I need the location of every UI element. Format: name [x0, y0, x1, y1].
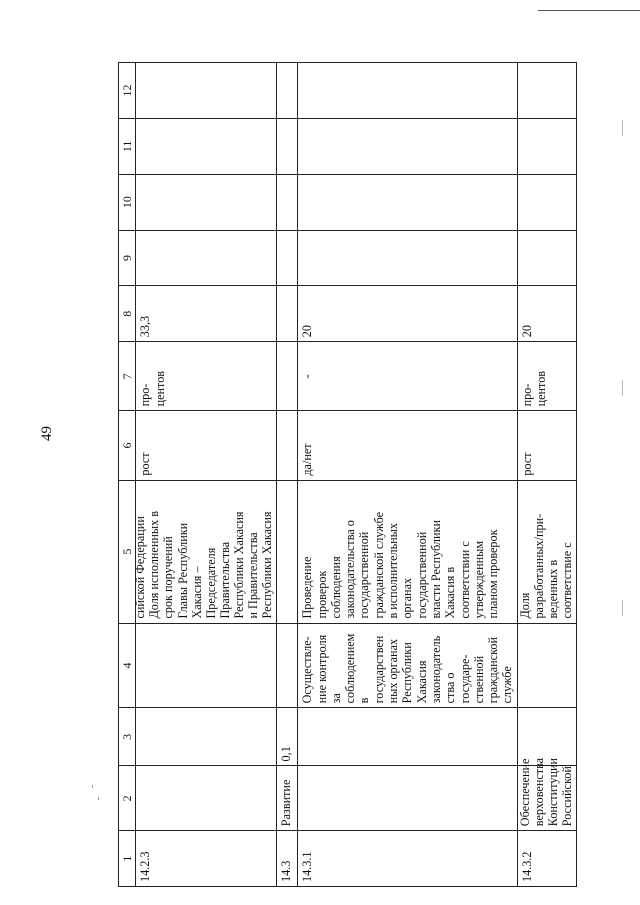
- indicator-line: Председателя: [203, 547, 218, 619]
- row-unit: про- центов: [517, 342, 576, 411]
- table-row: [298, 63, 517, 887]
- header-row: [119, 63, 136, 887]
- header-col-2: 2: [119, 766, 136, 831]
- header-col-3: 3: [119, 708, 136, 766]
- row-name: Развитие: [277, 766, 298, 831]
- scan-edge-mark: [622, 600, 623, 616]
- indicator-line: Хакасия в: [443, 566, 458, 619]
- row-value: [298, 708, 517, 766]
- indicator-line: Доля исполненных в: [147, 511, 162, 619]
- row-measure: [517, 623, 576, 708]
- row-target: 20: [517, 286, 576, 342]
- indicator-line: разработанных/при-: [531, 513, 546, 619]
- row-target: 20: [298, 286, 517, 342]
- header-col-8: 8: [119, 286, 136, 342]
- row-number: 14.3.2: [517, 831, 576, 887]
- page-number: 49: [39, 426, 55, 441]
- top-rule: [538, 10, 640, 11]
- indicator-line: соответствие с: [559, 542, 574, 619]
- empty-cell: [298, 63, 517, 119]
- scan-artifact: [98, 797, 99, 800]
- indicator-line: Проведение: [300, 556, 315, 619]
- empty-cell: [517, 63, 576, 119]
- header-col-12: 12: [119, 63, 136, 119]
- empty-cell: [517, 230, 576, 286]
- row-target: 33,3: [136, 286, 277, 342]
- empty-cell: [517, 118, 576, 174]
- indicator-line: срок поручений: [161, 536, 176, 619]
- rotated-table-wrapper: [118, 62, 574, 887]
- header-col-11: 11: [119, 118, 136, 174]
- empty-cell: [136, 230, 277, 286]
- header-col-5: 5: [119, 480, 136, 623]
- row-unit: про- центов: [136, 342, 277, 411]
- indicator-line: сийской Федерации: [133, 516, 148, 619]
- scan-edge-mark: [622, 380, 623, 396]
- table-row: [277, 63, 298, 887]
- row-name: Обеспечение верховенства Конституции Российской: [517, 766, 576, 831]
- row-number: 14.2.3: [136, 831, 277, 887]
- empty-cell: [277, 230, 298, 286]
- empty-cell: [277, 480, 298, 623]
- scan-artifact: [92, 785, 93, 788]
- header-col-1: 1: [119, 831, 136, 887]
- header-col-10: 10: [119, 174, 136, 230]
- indicator-table: [118, 62, 577, 887]
- row-indicator: [133, 480, 277, 623]
- empty-cell: [277, 411, 298, 480]
- table-row: [136, 63, 277, 887]
- row-number: 14.3: [277, 831, 298, 887]
- empty-cell: [277, 63, 298, 119]
- row-name: [136, 766, 277, 831]
- indicator-line: соблюдения: [328, 556, 343, 619]
- header-col-6: 6: [119, 411, 136, 480]
- indicator-line: утвержденным: [471, 540, 486, 619]
- indicator-line: Главы Республики: [175, 522, 190, 619]
- indicator-line: законодательства о: [343, 520, 358, 619]
- empty-cell: [277, 623, 298, 708]
- table-row: [517, 63, 576, 887]
- empty-cell: [517, 174, 576, 230]
- indicator-line: Республики Хакасия: [260, 511, 275, 619]
- header-col-9: 9: [119, 230, 136, 286]
- row-unit: -: [298, 342, 517, 411]
- empty-cell: [136, 174, 277, 230]
- indicator-line: проверок: [314, 570, 329, 619]
- row-measure: [136, 623, 277, 708]
- empty-cell: [298, 118, 517, 174]
- row-type: да/нет: [298, 411, 517, 480]
- empty-cell: [298, 174, 517, 230]
- scan-edge-mark: [622, 120, 623, 136]
- row-measure: Осуществле- ние контроля за соблюдением в государствен ных органах Республики Хакасия законодатель ства о государе- ственной гражданской службе: [298, 623, 517, 708]
- row-type: рост: [136, 411, 277, 480]
- indicator-line: государственной: [414, 531, 429, 619]
- row-indicator: [517, 480, 576, 623]
- indicator-line: в исполнительных: [386, 523, 401, 619]
- indicator-line: Хакасия –: [189, 566, 204, 619]
- indicator-line: Республики Хакасия: [231, 511, 246, 619]
- indicator-line: органах: [400, 577, 415, 619]
- indicator-line: планом проверок: [486, 529, 501, 619]
- indicator-line: Доля: [517, 592, 532, 619]
- header-col-7: 7: [119, 342, 136, 411]
- indicator-line: государственной: [357, 531, 372, 619]
- indicator-line: Правительства: [217, 541, 232, 619]
- empty-cell: [136, 63, 277, 119]
- empty-cell: [277, 342, 298, 411]
- row-indicator: [298, 480, 517, 623]
- row-value: 0,1: [277, 708, 298, 766]
- indicator-line: соответствии с: [457, 541, 472, 619]
- empty-cell: [136, 118, 277, 174]
- indicator-line: власти Республики: [428, 520, 443, 619]
- row-type: рост: [517, 411, 576, 480]
- empty-cell: [298, 230, 517, 286]
- empty-cell: [277, 286, 298, 342]
- row-value: [136, 708, 277, 766]
- indicator-line: гражданской службе: [371, 511, 386, 619]
- row-name: [298, 766, 517, 831]
- indicator-line: веденных в: [545, 559, 560, 619]
- indicator-line: и Правительства: [246, 532, 261, 619]
- empty-cell: [277, 174, 298, 230]
- empty-cell: [277, 118, 298, 174]
- header-col-4: 4: [119, 623, 136, 708]
- row-number: 14.3.1: [298, 831, 517, 887]
